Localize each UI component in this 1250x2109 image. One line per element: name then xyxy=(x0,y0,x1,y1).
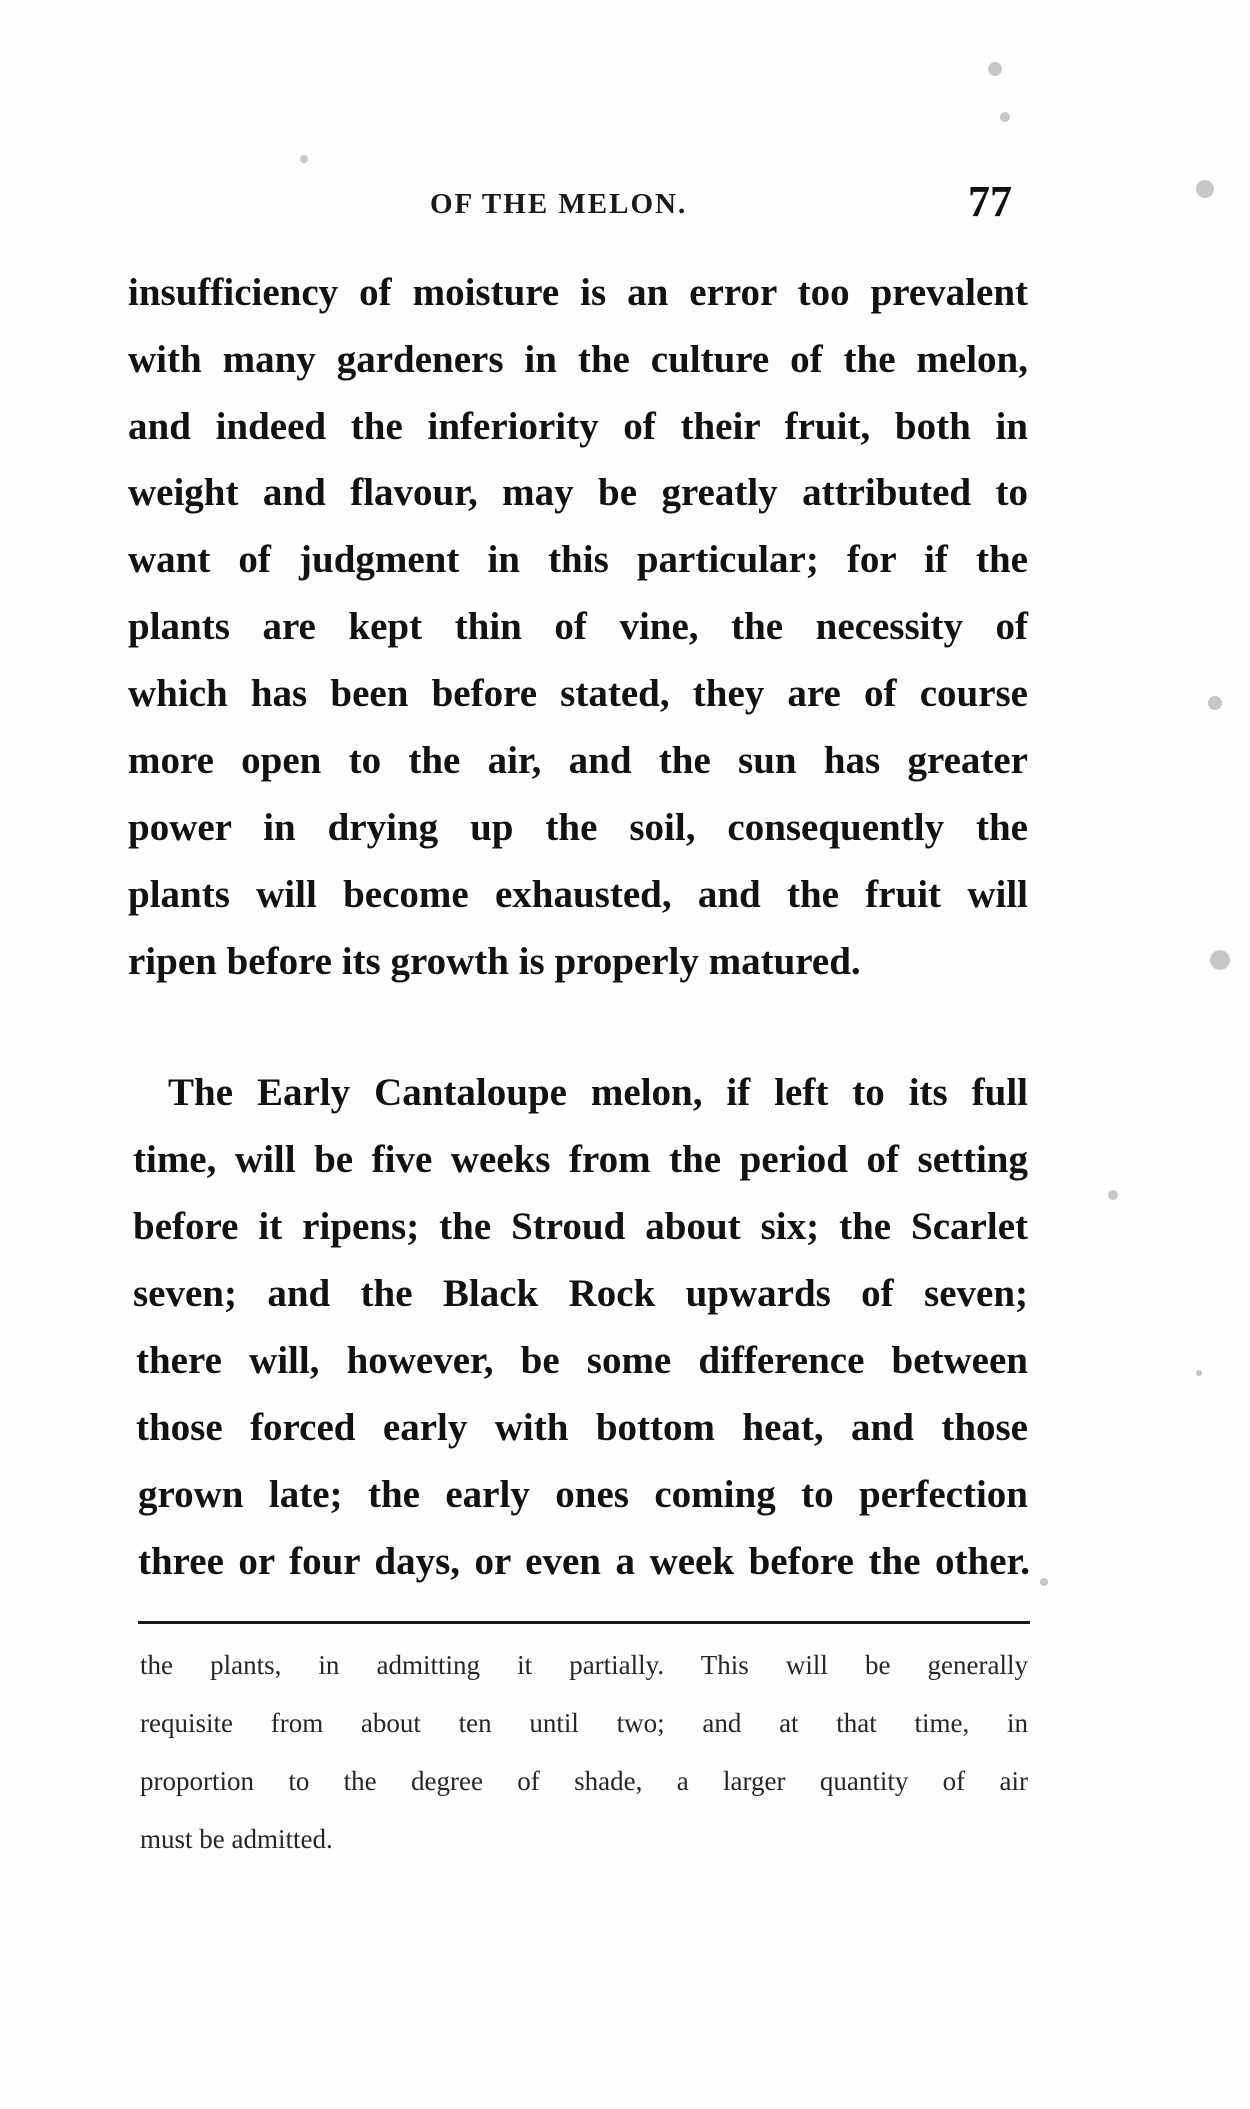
footnote-line: proportion to the degree of shade, a larger quantity of air xyxy=(140,1766,1028,1796)
text-line: The Early Cantaloupe melon, if left to its full xyxy=(168,1071,1028,1114)
text-line: grown late; the early ones coming to perfection xyxy=(138,1473,1028,1516)
paper-speck xyxy=(1196,180,1214,198)
text-line: time, will be five weeks from the period of setting xyxy=(133,1138,1028,1181)
footnote-line: the plants, in admitting it partially. This will be generally xyxy=(140,1650,1028,1680)
paper-speck xyxy=(1210,950,1230,970)
paper-speck xyxy=(1108,1190,1118,1200)
text-line: plants are kept thin of vine, the necessity of xyxy=(128,605,1028,648)
footnote-rule xyxy=(138,1621,1030,1624)
paper-speck xyxy=(300,155,308,163)
footnote-line: requisite from about ten until two; and at that time, in xyxy=(140,1708,1028,1738)
footnote-line: must be admitted. xyxy=(140,1824,333,1854)
text-line: with many gardeners in the culture of the melon, xyxy=(128,338,1028,381)
text-line: those forced early with bottom heat, and those xyxy=(136,1406,1028,1449)
paper-speck xyxy=(988,62,1002,76)
text-line: want of judgment in this particular; for if the xyxy=(128,538,1028,581)
text-line: there will, however, be some difference between xyxy=(136,1339,1028,1382)
text-line: more open to the air, and the sun has greater xyxy=(128,739,1028,782)
text-line: power in drying up the soil, consequently the xyxy=(128,806,1028,849)
paper-speck xyxy=(1040,1578,1048,1586)
text-line: three or four days, or even a week before the other. xyxy=(138,1540,1030,1583)
page-number: 77 xyxy=(968,177,1012,226)
text-line: weight and flavour, may be greatly attributed to xyxy=(128,471,1028,514)
running-title: OF THE MELON. xyxy=(430,188,688,220)
text-line: seven; and the Black Rock upwards of seven; xyxy=(133,1272,1028,1315)
paper-speck xyxy=(1196,1370,1202,1376)
paper-speck xyxy=(1000,112,1010,122)
text-line: plants will become exhausted, and the fruit will xyxy=(128,873,1028,916)
text-line: insufficiency of moisture is an error too prevalent xyxy=(128,271,1028,314)
text-line: ripen before its growth is properly matured. xyxy=(128,940,861,983)
text-line: and indeed the inferiority of their fruit, both in xyxy=(128,405,1028,448)
text-line: which has been before stated, they are of course xyxy=(128,672,1028,715)
paper-speck xyxy=(1208,696,1222,710)
text-line: before it ripens; the Stroud about six; the Scarlet xyxy=(133,1205,1028,1248)
